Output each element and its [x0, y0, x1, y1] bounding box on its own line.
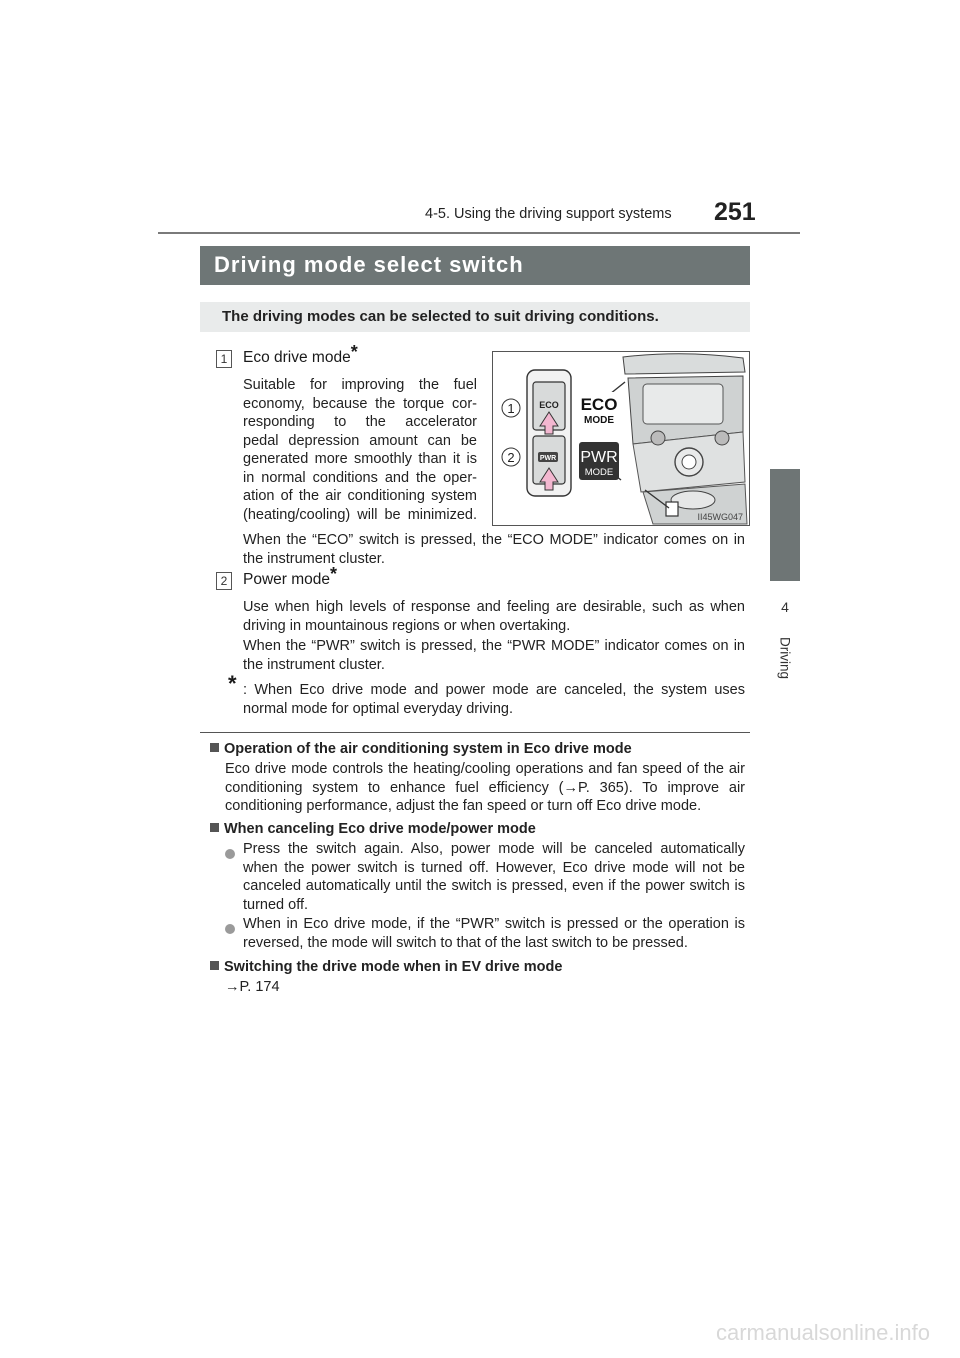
asterisk-mark: *: [350, 342, 358, 362]
item-title-eco-text: Eco drive mode: [243, 349, 351, 366]
figure-callout-2: 2: [507, 450, 515, 465]
square-bullet-icon: [210, 743, 219, 752]
watermark: carmanualsonline.info: [715, 1320, 930, 1345]
header-rule: [158, 232, 800, 234]
eco-mode-indicator-top: ECO: [580, 395, 618, 414]
chapter-number: 4: [781, 599, 789, 615]
description-line: in normal conditions and the oper-: [243, 469, 477, 486]
footnote-text: : When Eco drive mode and power mode are canceled, the system uses normal mode for optimal everyday driving.: [243, 682, 745, 717]
item-title-power-text: Power mode: [243, 571, 331, 588]
list-item: When in Eco drive mode, if the “PWR” switch is pressed or the operation is reversed, the mode will switch to that of the last switch to be pressed.: [243, 916, 745, 951]
page-number: 251: [714, 198, 756, 226]
section-heading-text: Switching the drive mode when in EV drive mode: [224, 959, 563, 975]
section-heading-text: When canceling Eco drive mode/power mode: [224, 821, 536, 837]
chapter-tab: [770, 469, 800, 581]
list-item: Press the switch again. Also, power mode will be canceled automatically when the power switch is turned off. However, Eco drive mode will not be canceled automatically until the switch is pressed, even if the power switch is turned off.: [243, 841, 745, 913]
figure-code: II45WG047: [697, 512, 743, 522]
description-line: generated more smoothly than it is: [243, 451, 477, 467]
switch-illustration: [493, 352, 749, 525]
switch-figure: [492, 351, 750, 526]
description-line: (heating/cooling) will be minimized.: [243, 506, 477, 523]
description-line: economy, because the torque cor-: [243, 395, 477, 412]
section-divider: [200, 732, 750, 733]
section-heading: [210, 958, 750, 977]
item-description-eco: [243, 376, 477, 524]
pwr-mode-indicator-bottom: MODE: [584, 467, 614, 478]
description-line: Suitable for improving the fuel: [243, 377, 477, 393]
footnote-star: *: [228, 671, 237, 696]
pwr-button-label: PWR: [539, 455, 557, 462]
section-label: 4-5. Using the driving support systems: [425, 206, 672, 222]
section-heading-text: Operation of the air conditioning system in Eco drive mode: [224, 741, 632, 757]
section-text: →P. 174: [225, 979, 280, 995]
description-line: pedal depression amount can be: [243, 432, 477, 449]
item-title-power: [243, 564, 338, 589]
bullet-dot-icon: [225, 846, 235, 864]
description-line: ation of the air conditioning system: [243, 488, 477, 504]
chapter-label-text: Driving: [777, 636, 793, 680]
bullet-dot-icon: [225, 921, 235, 939]
square-bullet-icon: [210, 961, 219, 970]
asterisk-mark: *: [330, 564, 338, 584]
item-title-eco: [243, 342, 358, 367]
item-note-eco: When the “ECO” switch is pressed, the “ECO MODE” indicator comes on in the instrument cluster.: [243, 532, 745, 567]
section-heading: [210, 820, 750, 839]
figure-callout-1: 1: [507, 401, 515, 416]
eco-button-label: ECO: [539, 400, 559, 410]
item-description-power: Use when high levels of response and feeling are desirable, such as when driving in mountainous regions or when overtaking.: [243, 599, 745, 634]
pwr-mode-indicator-top: PWR: [580, 449, 618, 466]
section-heading: [210, 740, 750, 759]
eco-mode-indicator-bottom: MODE: [584, 415, 614, 426]
page-subtitle: The driving modes can be selected to suit driving conditions.: [200, 302, 750, 332]
page-title: Driving mode select switch: [200, 246, 750, 285]
item-number-1: 1: [216, 350, 232, 368]
item-number-2: 2: [216, 572, 232, 590]
section-text: Eco drive mode controls the heating/cooling operations and fan speed of the air conditioning system to enhance fuel efficiency (→P. 365). To improve air conditioning performance, adjust the fan speed or turn off Eco drive mode.: [225, 761, 745, 814]
chapter-label: [770, 618, 800, 698]
item-note-power: When the “PWR” switch is pressed, the “PWR MODE” indicator comes on in the instrument cluster.: [243, 638, 745, 673]
square-bullet-icon: [210, 823, 219, 832]
description-line: responding to the accelerator: [243, 414, 477, 430]
